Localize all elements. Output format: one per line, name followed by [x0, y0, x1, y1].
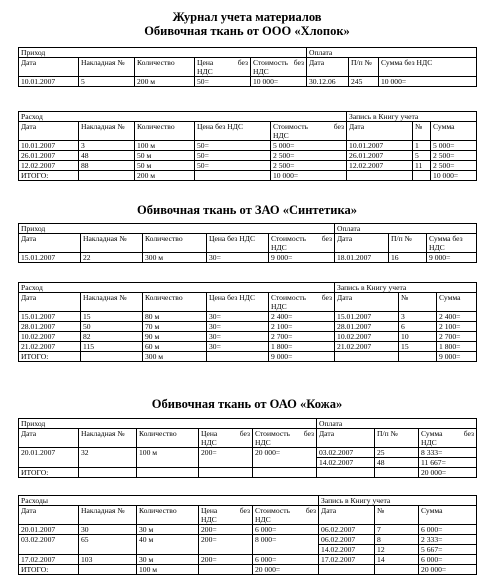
total-row: ИТОГО: 200 м 10 000= 10 000= [19, 171, 477, 181]
cell-pp: 245 [349, 77, 379, 87]
col-sum: Сумма [431, 122, 477, 141]
cell-nakl: 5 [79, 77, 135, 87]
oplata-label: Оплата [335, 224, 477, 234]
table-row: 03.02.2007 65 40 м 200= 8 000= 06.02.2007 8 2 333= [19, 535, 477, 545]
col-pp: П/п № [349, 58, 379, 77]
cell-kol: 200 м [135, 77, 195, 87]
table-row: 15.01.2007 15 80 м 30= 2 400= 15.01.2007 3 2 400= [19, 312, 477, 322]
table-row: 28.01.2007 50 70 м 30= 2 100= 28.01.2007 6 2 100= [19, 322, 477, 332]
col-kol: Количество [135, 58, 195, 77]
table-row: 14.02.2007 48 11 667= [19, 458, 477, 468]
col-zdate: Дата [347, 122, 413, 141]
s1-expense-table [18, 111, 477, 181]
table-row [19, 77, 477, 87]
s3-expense-table: Расходы Запись в Книгу учета Дата Накладная № Количество Цена без НДС Стоимость без НДС Дата № Сумма 20.01.2007 30 30 м 200= 6 000= 06.02.2007 7 6 000= 03.02.2007 65 40 м 200= 8 000= 06.02.2007 8 2 333= 14.02.2007 12 5 667= 17.02.2007 103 30 м 200= 6 000= 17.02.2007 14 6 000= ИТОГО: 100 м 20 000= 20 000= [18, 495, 477, 575]
table-row: 10.01.2007 3 100 м 50= 5 000= 10.01.2007 1 5 000= [19, 141, 477, 151]
s2-expense-table: Расход Запись в Книгу учета Дата Накладная № Количество Цена без НДС Стоимость без НДС Дата № Сумма 15.01.2007 15 80 м 30= 2 400= 15.01.2007 3 2 400= 28.01.2007 50 70 м 30= 2 100= 28.01.2007 6 2 100= 10.02.2007 82 90 м 30= 2 700= 10.02.2007 10 2 700= 21.02.2007 115 60 м 30= 1 800= 21.02.2007 15 1 800= ИТОГО: 300 м 9 000= 9 000= [18, 282, 477, 362]
prihod-label: Приход [19, 224, 335, 234]
col-nakl: Накладная № [79, 58, 135, 77]
col-sum: Сумма без НДС [379, 58, 477, 77]
col-kol: Количество [135, 122, 195, 141]
col-odate: Дата [307, 58, 349, 77]
table-row: 14.02.2007 12 5 667= [19, 545, 477, 555]
col-stoim: Стоимость без НДС [251, 58, 307, 77]
cell-sum: 10 000= [379, 77, 477, 87]
section-1-title: Обивочная ткань от ООО «Хлопок» [144, 24, 350, 38]
col-cena: Цена без НДС [195, 122, 271, 141]
col-num: № [413, 122, 431, 141]
total-row: ИТОГО: 100 м 20 000= 20 000= [19, 565, 477, 575]
table-row: 10.02.2007 82 90 м 30= 2 700= 10.02.2007 10 2 700= [19, 332, 477, 342]
total-row: ИТОГО: 20 000= [19, 468, 477, 478]
cell-stoim: 10 000= [251, 77, 307, 87]
table-row: 21.02.2007 115 60 м 30= 1 800= 21.02.2007 15 1 800= [19, 342, 477, 352]
prihod-label: Приход [19, 48, 307, 58]
cell-cena: 50= [195, 77, 251, 87]
table-row: 20.01.2007 32 100 м 200= 20 000= 03.02.2007 25 8 333= [19, 448, 477, 458]
section-3-title: Обивочная ткань от ОАО «Кожа» [151, 397, 343, 411]
s1-income-table [18, 47, 477, 87]
cell-date: 10.01.2007 [19, 77, 79, 87]
section-2-title: Обивочная ткань от ЗАО «Синтетика» [137, 203, 357, 217]
total-row: ИТОГО: 300 м 9 000= 9 000= [19, 352, 477, 362]
oplata-label: Оплата [307, 48, 477, 58]
col-stoim: Стоимость без НДС [271, 122, 347, 141]
s2-income-table: Приход Оплата Дата Накладная № Количество Цена без НДС Стоимость без НДС Дата П/п № Сумма без НДС 15.01.2007 22 300 м 30= 9 000= 18.01.2007 16 9 000= [18, 223, 477, 263]
journal-title: Журнал учета материалов [172, 10, 322, 24]
cell-odate: 30.12.06 [307, 77, 349, 87]
table-row: 12.02.2007 88 50 м 50= 2 500= 12.02.2007 11 2 500= [19, 161, 477, 171]
table-row: 26.01.2007 48 50 м 50= 2 500= 26.01.2007 5 2 500= [19, 151, 477, 161]
zapis-label: Запись в Книгу учета [347, 112, 477, 122]
col-cena: Цена без НДС [195, 58, 251, 77]
rashod-label: Расход [19, 112, 347, 122]
col-nakl: Накладная № [79, 122, 135, 141]
s3-income-table: Приход Оплата Дата Накладная № Количество Цена без НДС Стоимость без НДС Дата П/п № Сумма без НДС 20.01.2007 32 100 м 200= 20 000= 03.02.2007 25 8 333= 14.02.2007 48 11 667= ИТОГО: 20 000= [18, 418, 477, 478]
col-date: Дата [19, 58, 79, 77]
table-row: 15.01.2007 22 300 м 30= 9 000= 18.01.2007 16 9 000= [19, 253, 477, 263]
col-date: Дата [19, 122, 79, 141]
table-row: 17.02.2007 103 30 м 200= 6 000= 17.02.2007 14 6 000= [19, 555, 477, 565]
table-row: 20.01.2007 30 30 м 200= 6 000= 06.02.2007 7 6 000= [19, 525, 477, 535]
